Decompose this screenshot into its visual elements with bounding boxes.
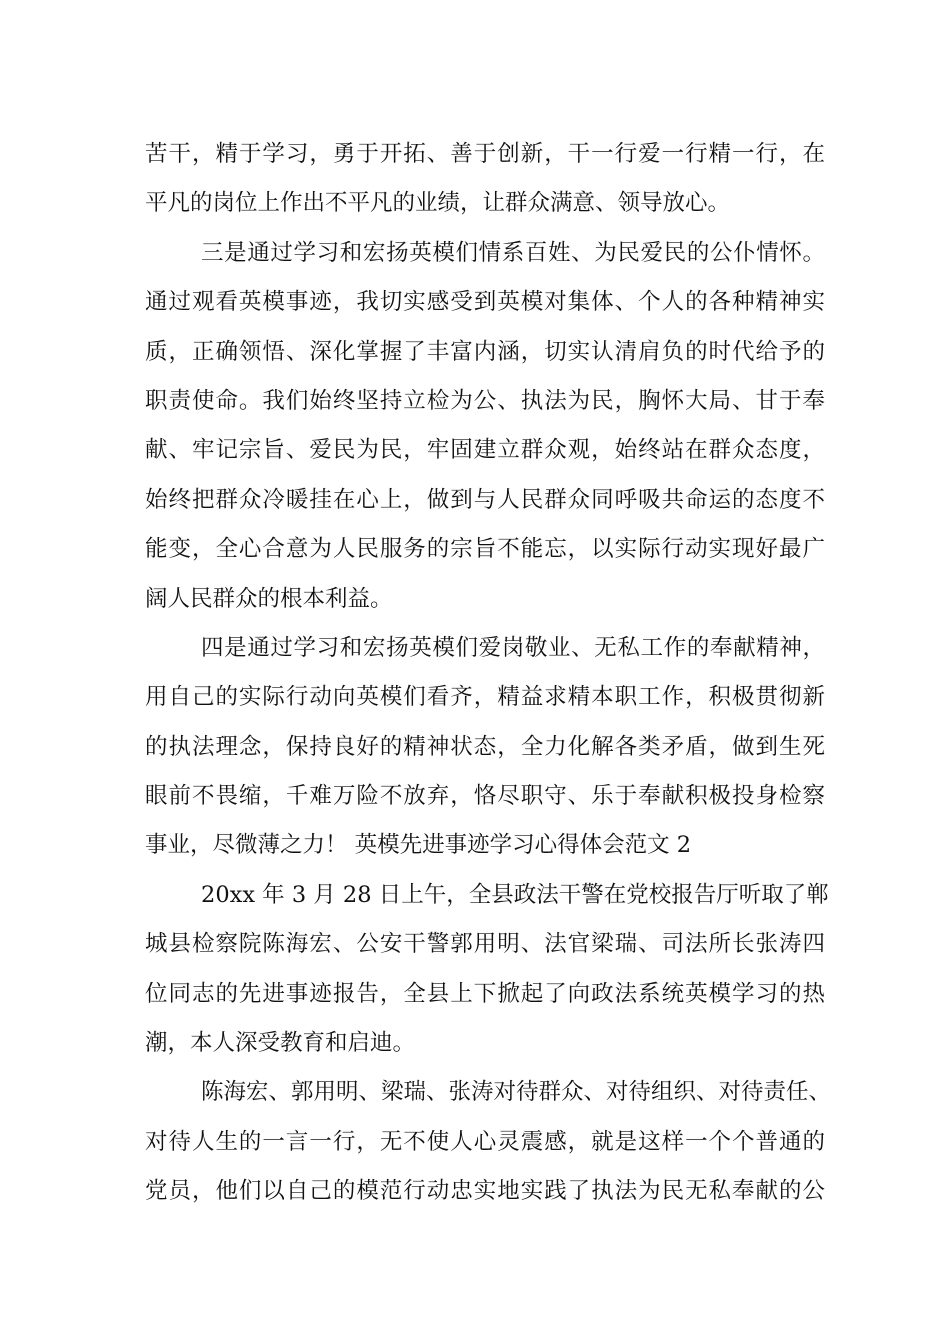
text-line: 党员，他们以自己的模范行动忠实地实践了执法为民无私奉献的公 [145,1178,825,1205]
text-line: 用自己的实际行动向英模们看齐，精益求精本职工作，积极贯彻新 [145,684,825,711]
text-line: 平凡的岗位上作出不平凡的业绩，让群众满意、领导放心。 [145,190,731,217]
text-line: 能变，全心合意为人民服务的宗旨不能忘，以实际行动实现好最广 [145,536,825,563]
document-body [145,130,832,1217]
text-line: 苦干，精于学习，勇于开拓、善于创新，干一行爱一行精一行，在 [145,141,825,167]
text-line: 20xx 年 3 月 28 日上午，全县政法干警在党校报告厅听取了郸 [201,881,829,908]
text-line: 对待人生的一言一行，无不使人心灵震感，就是这样一个个普通的 [145,1128,825,1155]
text-line: 眼前不畏缩，千难万险不放弃，恪尽职守、乐于奉献积极投身检察 [145,783,825,810]
text-line: 三是通过学习和宏扬英模们情系百姓、为民爱民的公仆情怀。 [201,239,825,266]
text-line: 职责使命。我们始终坚持立检为公、执法为民，胸怀大局、甘于奉 [145,387,825,414]
text-line: 四是通过学习和宏扬英模们爱岗敬业、无私工作的奉献精神， [201,634,825,661]
text-line: 阔人民群众的根本利益。 [145,585,393,612]
text-line: 始终把群众冷暖挂在心上，做到与人民群众同呼吸共命运的态度不 [145,486,825,513]
text-line: 陈海宏、郭用明、梁瑞、张涛对待群众、对待组织、对待责任、 [201,1079,832,1106]
text-line: 潮，本人深受教育和启迪。 [145,1030,416,1057]
text-line: 通过观看英模事迹，我切实感受到英模对集体、个人的各种精神实 [145,289,825,316]
text-line: 的执法理念，保持良好的精神状态，全力化解各类矛盾，做到生死 [145,733,825,760]
text-line: 城县检察院陈海宏、公安干警郭用明、法官梁瑞、司法所长张涛四 [145,931,825,958]
text-line: 位同志的先进事迹报告，全县上下掀起了向政法系统英模学习的热 [145,980,825,1007]
text-line: 献、牢记宗旨、爱民为民，牢固建立群众观，始终站在群众态度， [145,437,825,464]
text-line: 事业，尽微薄之力！ 英模先进事迹学习心得体会范文 2 [145,832,692,859]
text-line: 质，正确领悟、深化掌握了丰富内涵，切实认清肩负的时代给予的 [145,338,825,365]
